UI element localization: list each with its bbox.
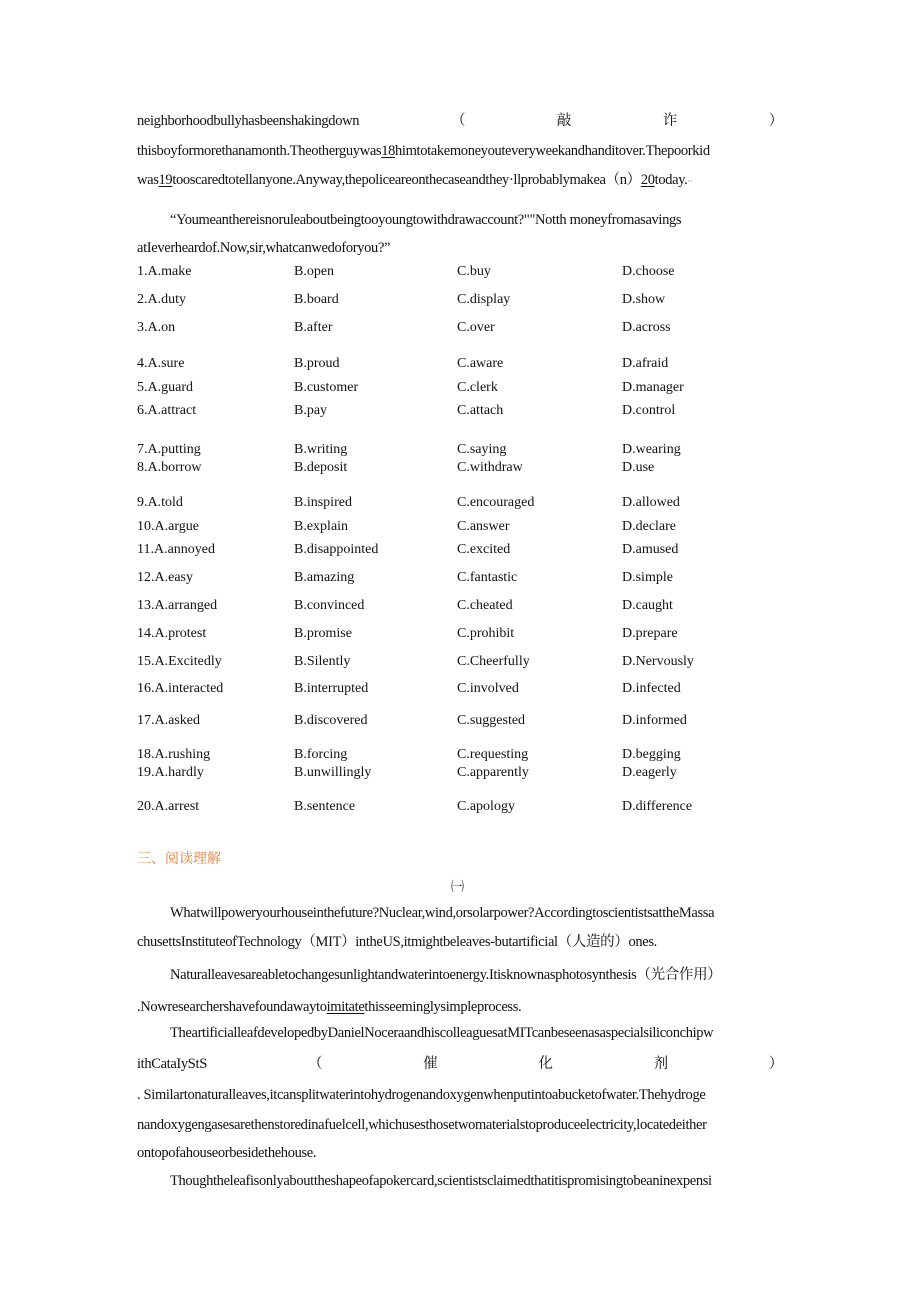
question-option-d: D.across xyxy=(622,320,671,335)
question-row xyxy=(137,680,757,697)
reading-line: nandoxygengasesarethenstoredinafuelcell,whichusesthosetwomaterialstoproduceelectricity,locatedeither xyxy=(137,1117,707,1133)
reading-line: Whatwillpoweryourhouseinthefuture?Nuclear,wind,orsolarpower?AccordingtoscientistsattheMassa xyxy=(170,905,715,921)
question-row xyxy=(137,291,757,308)
question-option-a: 10.A.argue xyxy=(137,519,199,534)
blank-19: 19 xyxy=(158,172,173,188)
reading-text: thisseeminglysimpleprocess. xyxy=(364,999,522,1015)
question-option-b: B.pay xyxy=(294,403,328,418)
question-option-c: C.withdraw xyxy=(457,460,523,475)
question-option-b: B.inspired xyxy=(294,495,352,510)
question-row xyxy=(137,263,757,280)
question-row xyxy=(137,625,757,642)
question-option-b: B.interrupted xyxy=(294,681,369,696)
question-option-d: D.wearing xyxy=(622,442,681,457)
question-option-d: D.informed xyxy=(622,713,687,728)
passage-line-2 xyxy=(137,142,710,160)
question-option-c: C.apology xyxy=(457,799,515,814)
question-option-c: C.saying xyxy=(457,442,507,457)
question-row xyxy=(137,402,757,419)
passage-text: himtotakemoneyouteveryweekandhanditover.Thepoorkid xyxy=(395,143,710,159)
question-option-a: 1.A.make xyxy=(137,264,192,279)
question-option-a: 3.A.on xyxy=(137,320,176,335)
gloss-open-paren: （ xyxy=(450,113,466,129)
blank-20: 20 xyxy=(640,172,655,188)
question-row xyxy=(137,541,757,558)
gloss-char: 催 xyxy=(423,1056,438,1072)
section-heading: 三、阅读理解 xyxy=(137,851,221,867)
question-option-a: 16.A.interacted xyxy=(137,681,224,696)
question-option-c: C.answer xyxy=(457,519,510,534)
question-option-a: 4.A.sure xyxy=(137,356,185,371)
question-option-d: D.allowed xyxy=(622,495,680,510)
passage-text: was xyxy=(137,172,159,188)
question-option-a: 5.A.guard xyxy=(137,380,193,395)
reading-line xyxy=(137,998,521,1016)
reading-line: TheartificialleafdevelopedbyDanielNoceraandhiscolleaguesatMITcanbeseenasaspecialsiliconchipw xyxy=(170,1025,714,1041)
question-option-d: D.caught xyxy=(622,598,673,613)
passage-number: ㈠ xyxy=(451,879,465,894)
question-option-c: C.excited xyxy=(457,542,511,557)
question-option-a: 8.A.borrow xyxy=(137,460,202,475)
gloss-open-paren: （ xyxy=(307,1056,323,1072)
question-option-a: 20.A.arrest xyxy=(137,799,200,814)
question-option-a: 12.A.easy xyxy=(137,570,193,585)
question-option-d: D.choose xyxy=(622,264,675,279)
question-option-b: B.promise xyxy=(294,626,352,641)
question-option-b: B.open xyxy=(294,264,335,279)
question-option-c: C.cheated xyxy=(457,598,513,613)
question-option-c: C.apparently xyxy=(457,765,529,780)
question-option-d: D.amused xyxy=(622,542,679,557)
question-option-b: B.sentence xyxy=(294,799,356,814)
question-option-c: C.involved xyxy=(457,681,519,696)
question-option-b: B.unwillingly xyxy=(294,765,372,780)
question-row xyxy=(137,441,757,458)
question-option-d: D.show xyxy=(622,292,666,307)
question-option-b: B.after xyxy=(294,320,333,335)
reading-line: Naturalleavesareabletochangesunlightandwaterintoenergy.Itisknownasphotosynthesis（光合作用） xyxy=(170,967,722,983)
question-option-a: 15.A.Excitedly xyxy=(137,654,222,669)
question-option-d: D.Nervously xyxy=(622,654,694,669)
gloss-char: 敲 xyxy=(556,113,572,129)
passage-text: neighborhoodbullyhasbeenshakingdown xyxy=(137,113,360,129)
blank-18: 18 xyxy=(381,143,396,159)
paragraph-mark-icon: ·· xyxy=(687,176,693,186)
question-option-b: B.convinced xyxy=(294,598,365,613)
question-option-a: 17.A.asked xyxy=(137,713,200,728)
question-option-a: 18.A.rushing xyxy=(137,747,211,762)
question-row xyxy=(137,379,757,396)
question-row xyxy=(137,494,757,511)
passage-text: today. xyxy=(654,172,688,188)
question-option-b: B.Silently xyxy=(294,654,351,669)
question-row xyxy=(137,764,757,781)
question-option-c: C.Cheerfully xyxy=(457,654,530,669)
reading-line: . Similartonaturalleaves,itcansplitwaterintohydrogenandoxygenwhenputintoabucketofwater.Thehydroge xyxy=(137,1087,706,1103)
question-option-d: D.infected xyxy=(622,681,681,696)
question-row xyxy=(137,597,757,614)
question-option-b: B.disappointed xyxy=(294,542,379,557)
question-row xyxy=(137,569,757,586)
quote-line-2: atIeverheardof.Now,sir,whatcanwedoforyou?” xyxy=(137,240,391,256)
question-row xyxy=(137,746,757,763)
question-option-c: C.fantastic xyxy=(457,570,518,585)
reading-line: chusettsInstituteofTechnology（MIT）intheUS,itmightbeleaves-butartificial（人造的）ones. xyxy=(137,934,657,950)
question-option-a: 19.A.hardly xyxy=(137,765,204,780)
reading-line: ontopofahouseorbesidethehouse. xyxy=(137,1145,317,1161)
question-option-d: D.begging xyxy=(622,747,681,762)
quote-line-1: “Youmeanthereisnoruleaboutbeingtooyoungtowithdrawaccount?""Notth moneyfromasavings xyxy=(170,212,682,228)
question-option-b: B.customer xyxy=(294,380,359,395)
question-option-b: B.discovered xyxy=(294,713,368,728)
question-option-d: D.manager xyxy=(622,380,684,395)
question-option-a: 9.A.told xyxy=(137,495,183,510)
reading-line xyxy=(137,1055,783,1073)
question-option-c: C.aware xyxy=(457,356,504,371)
gloss-close-paren: ） xyxy=(768,113,783,129)
passage-line-1 xyxy=(137,112,783,130)
question-option-c: C.encouraged xyxy=(457,495,535,510)
question-option-c: C.over xyxy=(457,320,495,335)
question-option-d: D.difference xyxy=(622,799,693,814)
question-option-d: D.use xyxy=(622,460,655,475)
underlined-word: imitate xyxy=(326,999,365,1015)
question-option-d: D.simple xyxy=(622,570,673,585)
passage-text: tooscaredtotellanyone.Anyway,thepoliceareonthecaseandthey·llprobablymakea（n） xyxy=(172,172,641,188)
question-option-a: 13.A.arranged xyxy=(137,598,218,613)
question-option-c: C.prohibit xyxy=(457,626,515,641)
question-option-d: D.prepare xyxy=(622,626,678,641)
reading-text: ithCataIyStS xyxy=(137,1056,207,1072)
question-option-a: 7.A.putting xyxy=(137,442,201,457)
question-option-d: D.eagerly xyxy=(622,765,677,780)
reading-line: Thoughtheleafisonlyabouttheshapeofapokercard,scientistsclaimedthatitispromisingtobeaninexpensi xyxy=(170,1173,712,1189)
question-row xyxy=(137,319,757,336)
question-row xyxy=(137,518,757,535)
question-option-b: B.amazing xyxy=(294,570,355,585)
question-option-a: 6.A.attract xyxy=(137,403,197,418)
reading-text: .Nowresearchershavefoundawayto xyxy=(137,999,327,1015)
passage-text: thisboyformorethanamonth.Theotherguywas xyxy=(137,143,382,159)
question-option-b: B.explain xyxy=(294,519,349,534)
question-option-c: C.attach xyxy=(457,403,504,418)
gloss-char: 剂 xyxy=(653,1056,668,1072)
question-option-c: C.clerk xyxy=(457,380,498,395)
question-option-a: 14.A.protest xyxy=(137,626,207,641)
question-option-c: C.requesting xyxy=(457,747,529,762)
question-row xyxy=(137,798,757,815)
question-option-b: B.proud xyxy=(294,356,340,371)
passage-line-3 xyxy=(137,171,693,190)
question-option-c: C.display xyxy=(457,292,511,307)
question-option-b: B.writing xyxy=(294,442,348,457)
question-option-a: 2.A.duty xyxy=(137,292,186,307)
question-option-d: D.control xyxy=(622,403,676,418)
question-option-b: B.forcing xyxy=(294,747,348,762)
question-option-c: C.buy xyxy=(457,264,491,279)
question-option-a: 11.A.annoyed xyxy=(137,542,216,557)
question-option-b: B.board xyxy=(294,292,339,307)
question-row xyxy=(137,355,757,372)
question-row xyxy=(137,712,757,729)
gloss-close-paren: ） xyxy=(768,1056,783,1072)
gloss-char: 诈 xyxy=(662,113,677,129)
question-option-d: D.afraid xyxy=(622,356,669,371)
question-option-c: C.suggested xyxy=(457,713,526,728)
question-row xyxy=(137,459,757,476)
question-option-b: B.deposit xyxy=(294,460,348,475)
gloss-char: 化 xyxy=(538,1056,553,1072)
question-option-d: D.declare xyxy=(622,519,677,534)
question-row xyxy=(137,653,757,670)
